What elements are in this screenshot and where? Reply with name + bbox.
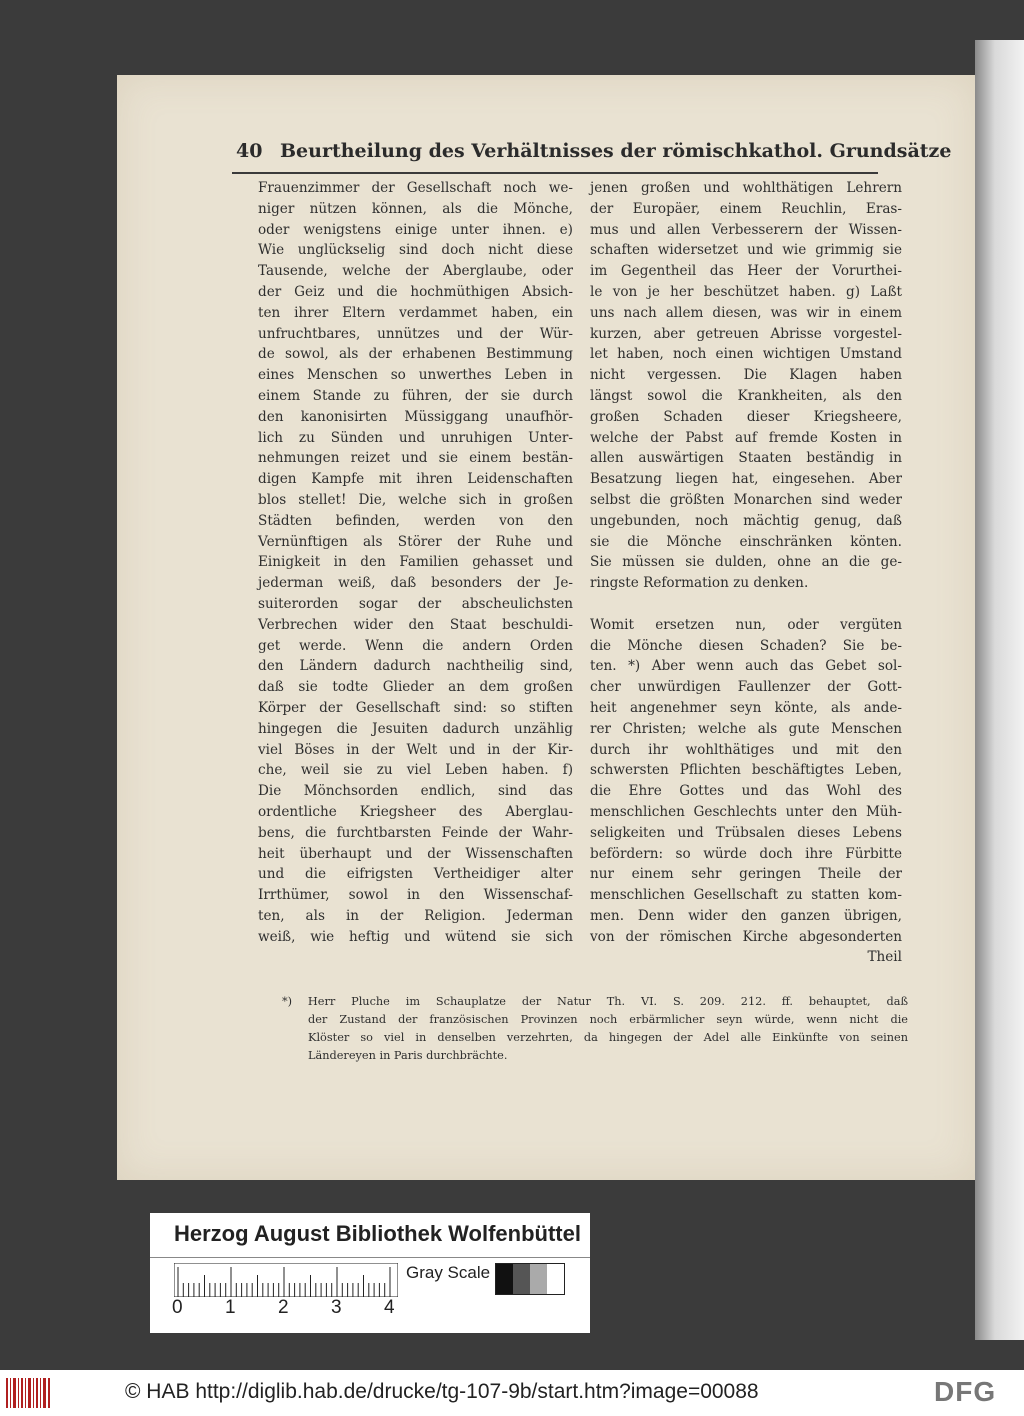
- library-name: Herzog August Bibliothek Wolfenbüttel: [174, 1221, 581, 1246]
- text-line: Vernünftigen als Störer der Ruhe und: [258, 533, 573, 550]
- text-line: viel Böses in der Welt und in der Kir-: [258, 741, 573, 758]
- text-line: den kanonisirten Müssiggang unaufhör-: [258, 408, 573, 425]
- text-line: seligkeiten und Trübsalen dieses Lebens: [590, 824, 902, 841]
- running-header: [236, 140, 952, 172]
- text-line: hingegen die Jesuiten dadurch unzählig: [258, 720, 573, 737]
- text-line: längst sowol die Krankheiten, als den: [590, 387, 902, 404]
- text-column-left: [258, 178, 573, 947]
- text-line: suiterorden sogar der abscheulichsten: [258, 595, 573, 612]
- text-line: einem Stande zu führen, der sie durch: [258, 387, 573, 404]
- text-line: blos stellet! Die, welche sich in großen: [258, 491, 573, 508]
- text-line: und die eifrigsten Vertheidiger alter: [258, 866, 573, 883]
- text-line: let haben, noch einen wichtigen Umstand: [590, 346, 902, 363]
- text-line: ten ihrer Eltern verdammet haben, ein: [258, 304, 573, 321]
- text-line: großen Schaden dieser Kriegsheere,: [590, 408, 902, 425]
- text-line: nur einem sehr geringen Theile der: [590, 866, 902, 883]
- running-title: Beurtheilung des Verhältnisses der römischkathol. Grundsätze: [280, 140, 952, 162]
- text-line: die Ehre Gottes und das Wohl des: [590, 783, 902, 800]
- page-number: 40: [236, 140, 263, 162]
- text-line: welche der Pabst auf fremde Kosten in: [590, 429, 902, 446]
- text-column-right: [590, 178, 902, 968]
- text-line: che, weil sie zu viel Leben haben. f): [258, 762, 573, 779]
- text-line: Sie müssen sie dulden, ohne an die ge-: [590, 554, 902, 571]
- ruler-number: 3: [331, 1297, 342, 1318]
- text-line: men. Denn wider den ganzen übrigen,: [590, 907, 902, 924]
- text-line: de sowol, als der erhabenen Bestimmung: [258, 346, 573, 363]
- dfg-logo: DFG: [934, 1376, 997, 1407]
- text-line: le von je her beschützet haben. g) Laßt: [590, 283, 902, 300]
- gray-scale-swatch: [495, 1263, 565, 1295]
- text-line: get werde. Wenn die andern Orden: [258, 637, 573, 654]
- text-line: schaften widersetzet und wie grimmig sie: [590, 242, 902, 259]
- text-line: Womit ersetzen nun, oder vergüten: [590, 616, 902, 633]
- text-line: Städten befinden, werden von den: [258, 512, 573, 529]
- text-line: der Geiz und die hochmüthigen Absich-: [258, 283, 573, 300]
- book-edge: [975, 40, 1024, 1340]
- text-line: Ländereyen in Paris durchbrächte.: [308, 1049, 508, 1062]
- text-line: im Gegentheil das Heer der Vorurthei-: [590, 263, 902, 280]
- text-line: heit überhaupt und der Wissenschaften: [258, 845, 573, 862]
- text-line: jenen großen und wohlthätigen Lehrern: [590, 180, 902, 196]
- text-line: der Zustand der französischen Provinzen noch erbärmlicher seyn würde, wenn nicht die: [308, 1013, 908, 1026]
- text-line: kurzen, aber getreuen Abrisse vorgestel-: [590, 325, 902, 342]
- text-line: daß sie todte Glieder an dem großen: [258, 679, 573, 696]
- text-line: nicht vergessen. Die Klagen haben: [590, 367, 902, 384]
- text-line: allen auswärtigen Staaten beständig in: [590, 450, 902, 467]
- footnote: [282, 993, 908, 1065]
- text-line: rer Christen; welche als gute Menschen: [590, 720, 902, 737]
- text-line: Irrthümer, sowol in den Wissenschaf-: [258, 887, 573, 904]
- target-divider: [150, 1257, 590, 1258]
- text-line: unfruchtbares, unnützes und der Wür-: [258, 325, 573, 342]
- catchword: Theil: [867, 949, 902, 966]
- gray-scale-label: Gray Scale: [406, 1263, 491, 1282]
- ruler-number: 4: [384, 1297, 395, 1318]
- color-target: [150, 1213, 590, 1333]
- gray-patch: [547, 1264, 564, 1294]
- paragraph-gap: [590, 594, 902, 615]
- copyright-link[interactable]: © HAB http://diglib.hab.de/drucke/tg-107-9b/start.htm?image=00088: [125, 1380, 759, 1403]
- ruler-number: 1: [225, 1297, 236, 1318]
- text-line: Die Mönchsorden endlich, sind das: [258, 783, 573, 800]
- text-line: niger nützen können, als die Mönche,: [258, 200, 573, 217]
- text-line: bens, die furchtbarsten Feinde der Wahr-: [258, 824, 573, 841]
- text-line: ordentliche Kriegsheer des Aberglau-: [258, 803, 573, 820]
- text-line: den Ländern dadurch nachtheilig sind,: [258, 658, 573, 675]
- text-line: uns nach allem diesen, was wir in einem: [590, 304, 902, 321]
- text-line: selbst die größten Monarchen sind weder: [590, 491, 902, 508]
- text-line: mus und allen Verbesserern der Wissen-: [590, 221, 902, 238]
- text-line: von der römischen Kirche abgesonderten: [590, 928, 902, 945]
- text-line: nehmungen reizet und sie einem bestän-: [258, 450, 573, 467]
- text-line: heit angenehmer seyn könte, als ande-: [590, 699, 902, 716]
- text-line: digen Kampfe mit ihren Leidenschaften: [258, 471, 573, 488]
- text-line: sie die Mönche einschränken könten.: [590, 533, 902, 550]
- text-line: jederman weiß, daß besonders der Je-: [258, 575, 573, 592]
- text-line: Tausende, welche der Aberglaube, oder: [258, 263, 573, 280]
- text-line: Körper der Gesellschaft sind: so stiften: [258, 699, 573, 716]
- text-line: durch ihr wohlthätiges und mit den: [590, 741, 902, 758]
- text-line: menschlichen Gesellschaft zu statten kom-: [590, 887, 902, 904]
- text-line: ten. *) Aber wenn auch das Gebet sol-: [590, 658, 902, 675]
- text-line: cher unwürdigen Faullenzer der Gott-: [590, 679, 902, 696]
- text-line: Einigkeit in den Familien gehasset und: [258, 554, 573, 571]
- barcode-icon: [6, 1378, 50, 1408]
- text-line: *) Herr Pluche im Schauplatze der Natur Th. VI. S. 209. 212. ff. behauptet, daß: [282, 995, 908, 1008]
- text-line: Besatzung liegen hat, eingesehen. Aber: [590, 471, 902, 488]
- ruler-icon: [174, 1263, 398, 1297]
- text-line: befördern: so würde doch ihre Fürbitte: [590, 845, 902, 862]
- text-line: weiß, wie heftig und wütend sie sich: [258, 928, 573, 945]
- text-line: ringste Reformation zu denken.: [590, 575, 809, 592]
- text-line: oder wenigstens einige unter ihnen. e): [258, 221, 573, 238]
- ruler-scale: [168, 1297, 398, 1321]
- gray-patch: [513, 1264, 530, 1294]
- gray-patch: [496, 1264, 513, 1294]
- text-line: die Mönche diesen Schaden? Sie be-: [590, 637, 902, 654]
- text-line: Klöster so viel in denselben verzehrten, da hingegen der Adel alle Einkünfte von seinen: [308, 1031, 908, 1044]
- text-line: ungebunden, noch mächtig genug, daß: [590, 512, 902, 529]
- text-line: Wie unglückselig sind doch nicht diese: [258, 242, 573, 259]
- text-line: ten, als in der Religion. Jederman: [258, 907, 573, 924]
- text-line: menschlichen Geschlechts unter den Müh-: [590, 803, 902, 820]
- text-line: Frauenzimmer der Gesellschaft noch we-: [258, 180, 573, 196]
- text-line: lich zu Sünden und unruhigen Unter-: [258, 429, 573, 446]
- text-line: eines Menschen so unwerthes Leben in: [258, 367, 573, 384]
- ruler-number: 0: [172, 1297, 183, 1318]
- ruler-number: 2: [278, 1297, 289, 1318]
- header-rule: [232, 172, 878, 174]
- text-line: Verbrechen wider den Staat beschuldi-: [258, 616, 573, 633]
- text-line: der Europäer, einem Reuchlin, Eras-: [590, 200, 902, 217]
- text-line: schwersten Pflichten beschäftigtes Leben,: [590, 762, 902, 779]
- footer-bar: [0, 1370, 1024, 1416]
- gray-patch: [530, 1264, 547, 1294]
